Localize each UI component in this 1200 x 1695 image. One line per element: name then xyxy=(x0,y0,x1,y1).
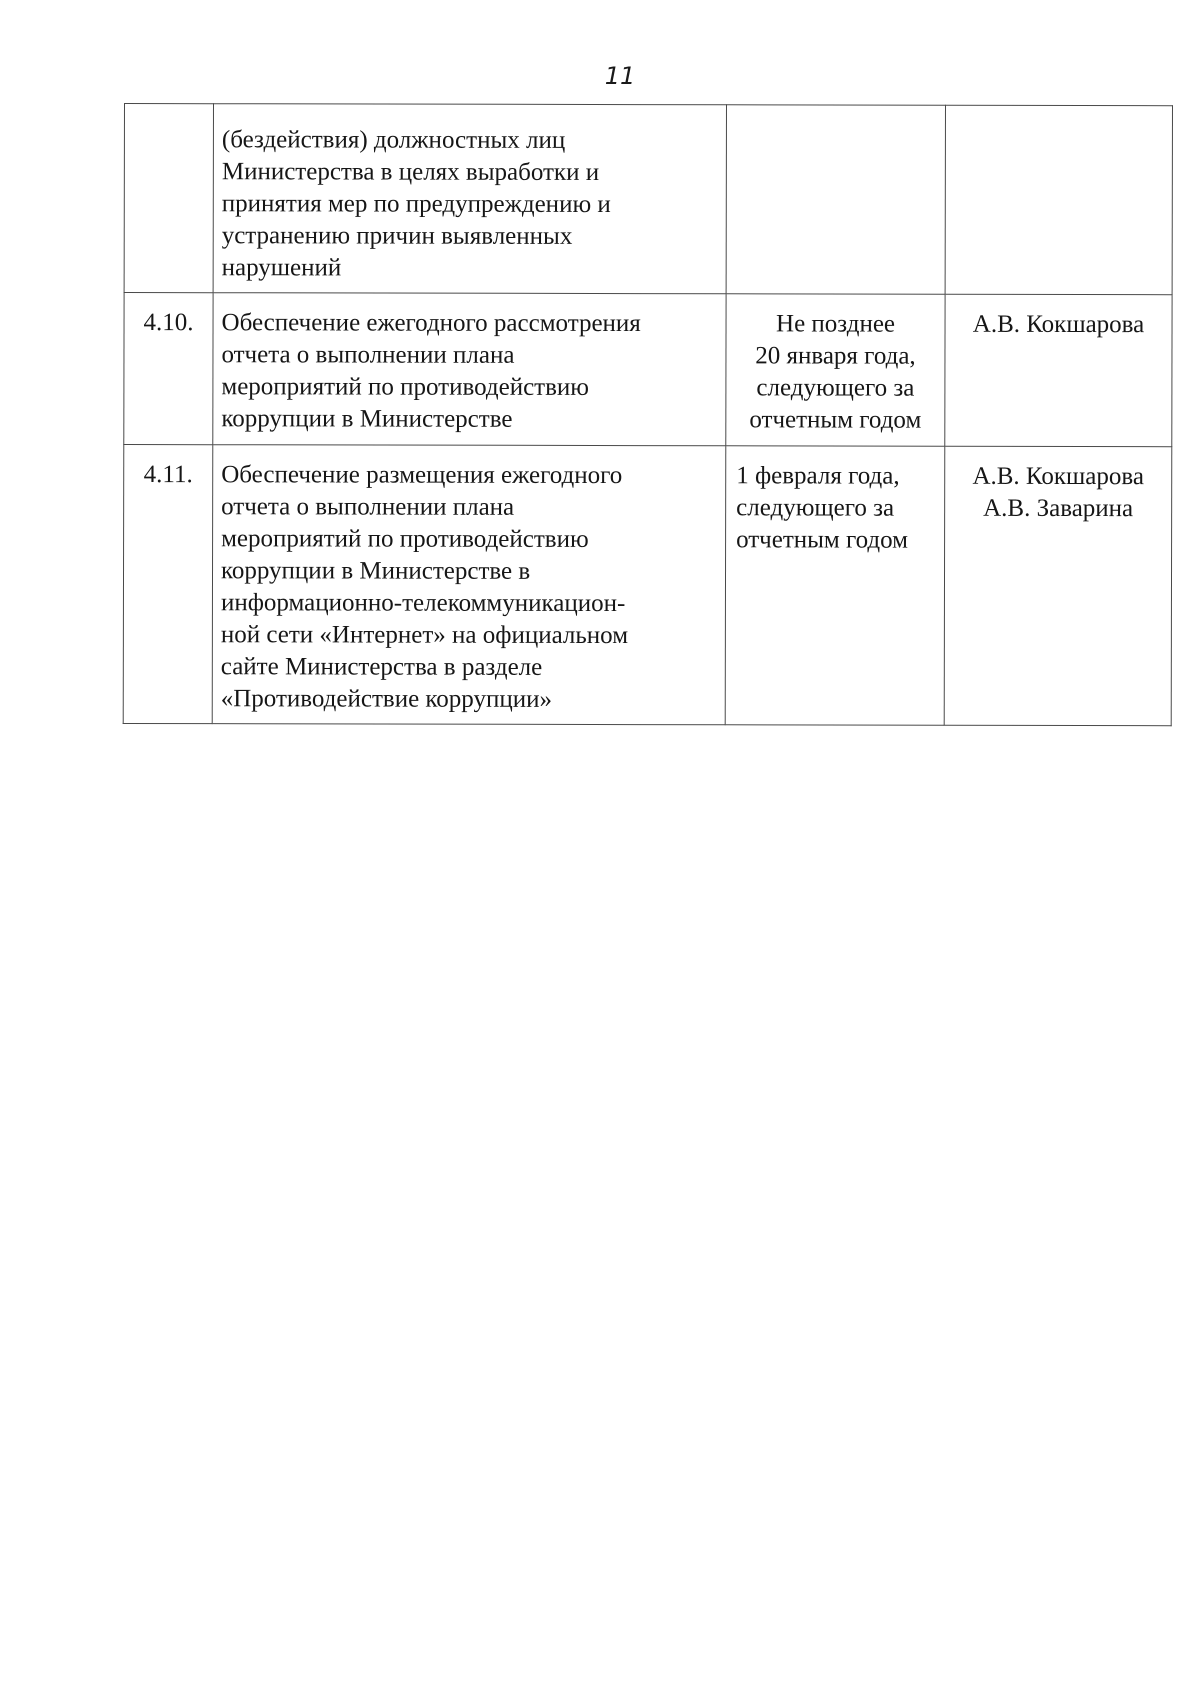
responsible-line: А.В. Кокшарова xyxy=(972,310,1145,339)
table-row xyxy=(124,293,1172,447)
activity-line: Министерства в целях выработки и xyxy=(221,158,600,186)
deadline-line: Не позднее xyxy=(776,310,896,338)
activity-line: отчета о выполнении плана xyxy=(221,493,515,521)
responsible-cell xyxy=(944,446,1172,725)
page-number: 11 xyxy=(604,62,636,90)
row-number-cell xyxy=(124,104,213,293)
activity-line: сайте Министерства в разделе xyxy=(220,653,543,681)
activity-line: информационно-телекоммуникацион- xyxy=(220,589,626,618)
activity-line: Обеспечение ежегодного рассмотрения xyxy=(221,309,641,338)
activity-line: коррупции в Министерстве xyxy=(221,405,513,433)
responsible-line: А.В. Кокшарова xyxy=(972,462,1144,491)
responsible-cell xyxy=(945,294,1172,446)
row-number-cell: 4.10. xyxy=(124,293,213,445)
activity-line: отчета о выполнении плана xyxy=(221,341,515,369)
measures-table xyxy=(123,103,1173,726)
activity-line: ной сети «Интернет» на официальном xyxy=(220,621,629,650)
activity-cell xyxy=(213,293,726,446)
activity-line: принятия мер по предупреждению и xyxy=(221,190,611,219)
table-row xyxy=(124,104,1172,295)
deadline-line: следующего за xyxy=(736,494,895,522)
activity-line: мероприятий по противодействию xyxy=(221,525,589,553)
row-number-cell: 4.11. xyxy=(123,445,213,724)
deadline-cell xyxy=(725,446,945,725)
activity-line: коррупции в Министерстве в xyxy=(220,557,531,585)
activity-line: устранению причин выявленных xyxy=(221,222,573,250)
deadline-line: 20 января года, xyxy=(755,342,916,370)
responsible-line: А.В. Заварина xyxy=(983,494,1134,523)
activity-line: (бездействия) должностных лиц xyxy=(221,126,566,154)
deadline-cell xyxy=(726,294,945,446)
deadline-line: отчетным годом xyxy=(736,526,909,554)
activity-cell xyxy=(212,445,726,725)
activity-cell xyxy=(213,104,726,294)
activity-line: «Противодействие коррупции» xyxy=(220,685,553,713)
responsible-cell xyxy=(945,105,1172,294)
activity-line: мероприятий по противодействию xyxy=(221,373,590,401)
deadline-cell xyxy=(726,105,945,294)
deadline-line: отчетным годом xyxy=(749,406,922,434)
table-row xyxy=(123,445,1172,726)
deadline-line: следующего за xyxy=(756,374,915,402)
deadline-line: 1 февраля года, xyxy=(736,462,900,490)
activity-line: Обеспечение размещения ежегодного xyxy=(221,461,623,490)
activity-line: нарушений xyxy=(221,254,342,282)
